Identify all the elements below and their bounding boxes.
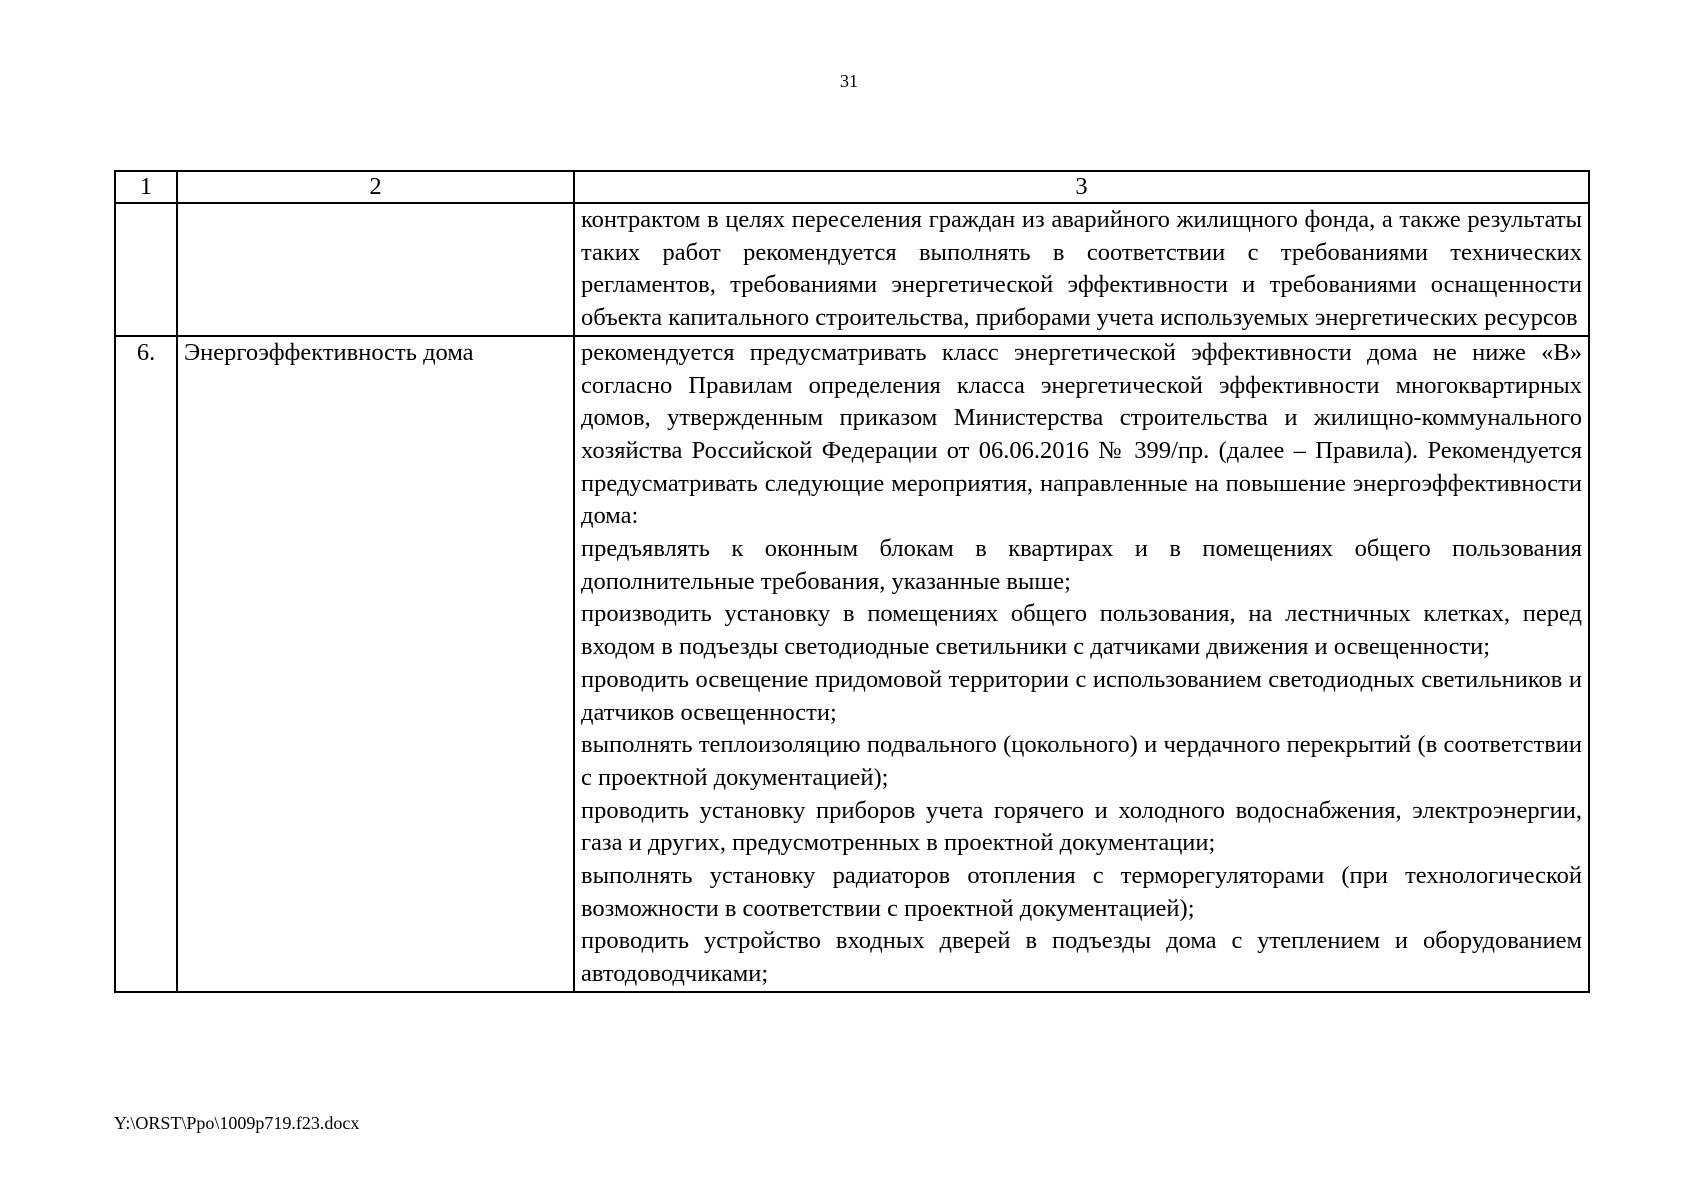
row-name [177,203,574,336]
row-number [115,203,177,336]
description-paragraph: производить установку в помещениях общего пользования, на лестничных клетках, перед входом в подъезды светодиодные светильники с датчиками движения и освещенности; [581,600,1582,661]
requirements-table [114,170,1590,993]
column-header-2: 2 [177,171,574,203]
row-description [574,203,1589,336]
description-paragraph: рекомендуется предусматривать класс энергетической эффективности дома не ниже «В» согласно Правилам определения класса энергетической эффективности многоквартирных домов, утвержденным приказом Министерства строительства и жилищно-коммунального хозяйства Российской Федерации от 06.06.2016 № 399/пр. (далее – Правила). Рекомендуется предусматривать следующие мероприятия, направленные на повышение энергоэффективности дома: [581,338,1582,530]
row-description [574,336,1589,992]
column-header-1: 1 [115,171,177,203]
footer-file-path: Y:\ORST\Ppo\1009p719.f23.docx [114,1113,360,1133]
description-paragraph: проводить освещение придомовой территории с использованием светодиодных светильников и датчиков освещенности; [581,665,1582,726]
row-number: 6. [115,336,177,992]
column-header-3: 3 [574,171,1589,203]
description-paragraph: выполнять теплоизоляцию подвального (цокольного) и чердачного перекрытий (в соответствии с проектной документацией); [581,731,1582,791]
table-row [115,336,1589,992]
description-paragraph: выполнять установку радиаторов отопления с терморегуляторами (при технологической возможности в соответствии с проектной документацией); [581,862,1582,922]
table-row [115,203,1589,336]
description-paragraph: проводить устройство входных дверей в подъезды дома с утеплением и оборудованием автодоводчиками; [581,927,1582,988]
description-paragraph: предъявлять к оконным блокам в квартирах и в помещениях общего пользования дополнительные требования, указанные выше; [581,535,1582,595]
page-number: 31 [840,71,858,91]
row-name: Энергоэффективность дома [177,336,574,992]
table-header-row [115,171,1589,203]
description-paragraph: проводить установку приборов учета горячего и холодного водоснабжения, электроэнергии, газа и других, предусмотренных в проектной документации; [581,796,1582,857]
description-paragraph: контрактом в целях переселения граждан из аварийного жилищного фонда, а также результаты таких работ рекомендуется выполнять в соответствии с требованиями технических регламентов, требованиями энергетической эффективности и требованиями оснащенности объекта капитального строительства, приборами учета используемых энергетических ресурсов [581,206,1582,332]
